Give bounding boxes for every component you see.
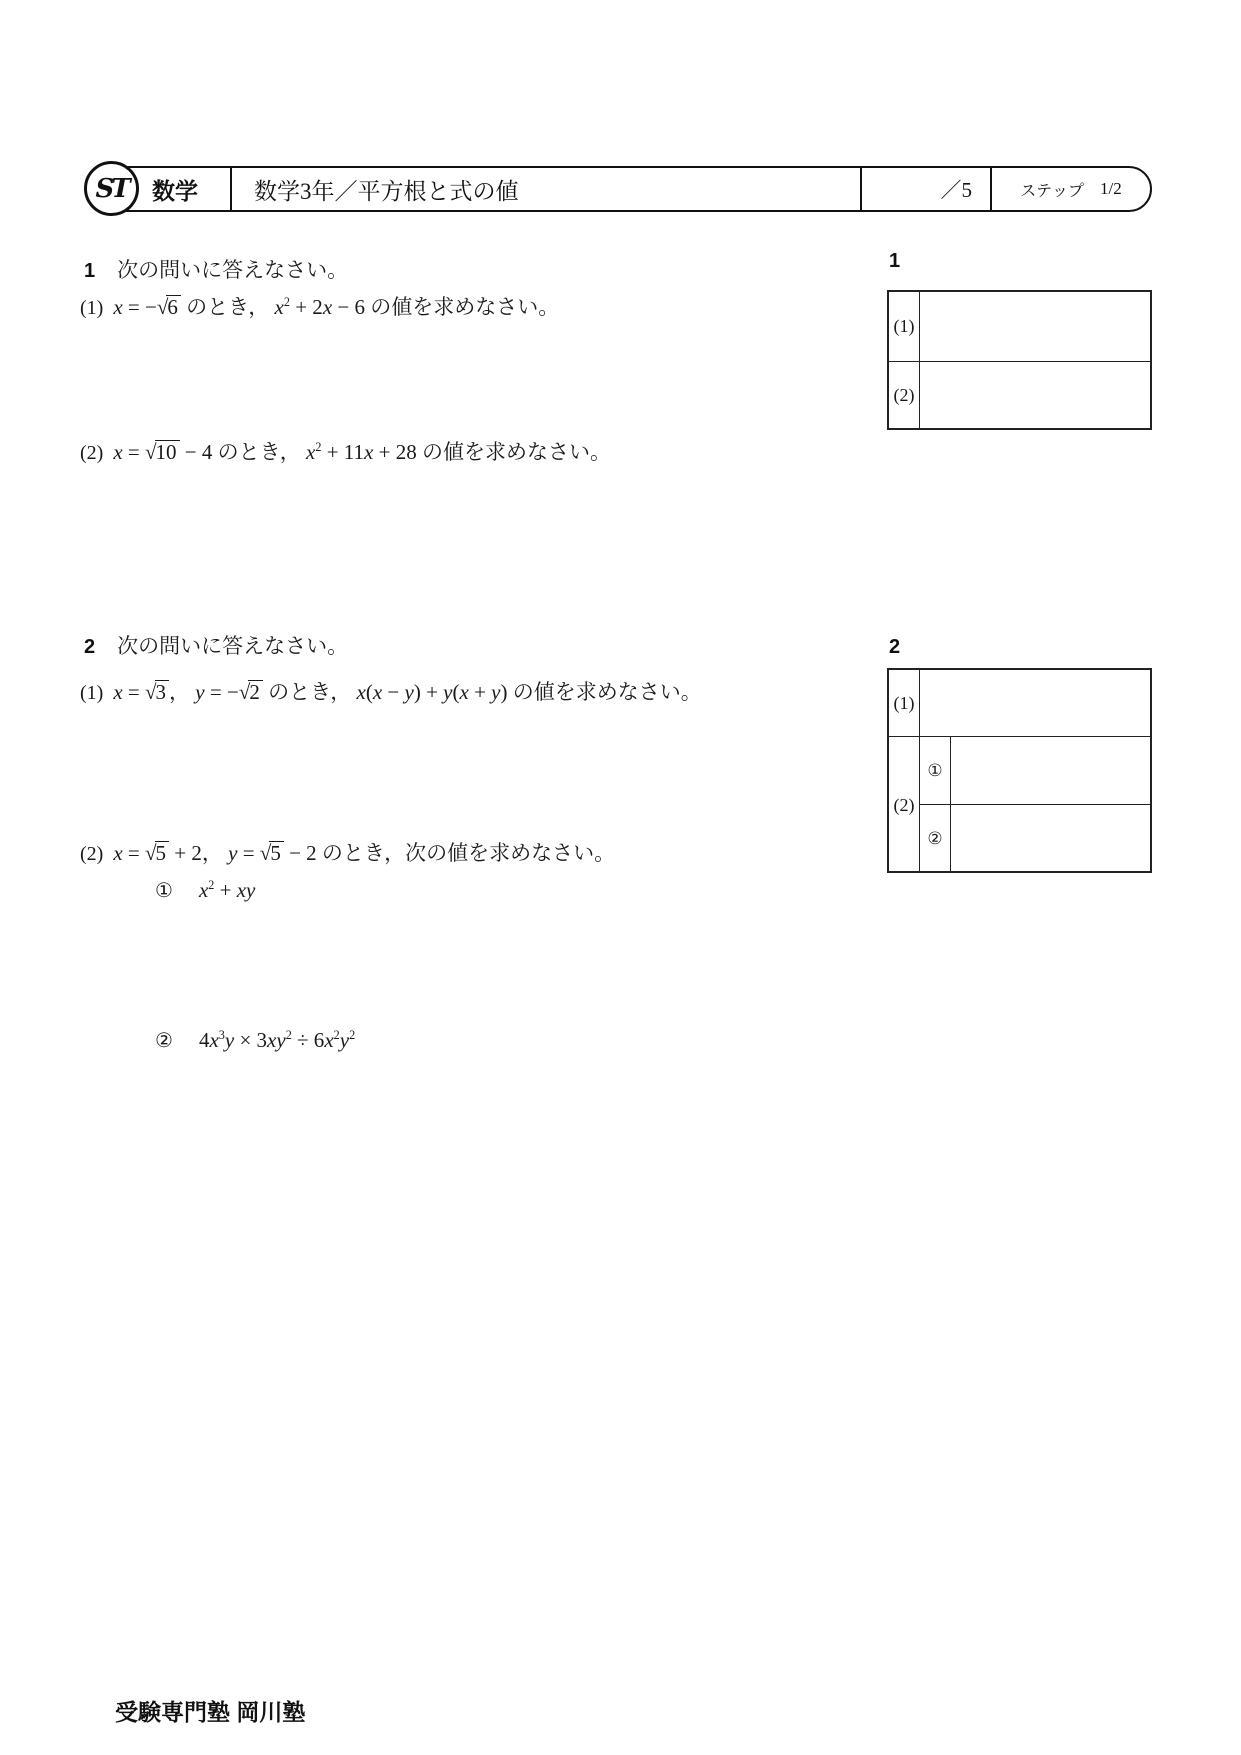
question-label: (1) [80,682,104,704]
question-text: x = √10 − 4 のとき， $x^2 + 11x + 28$ の値を求めなさい。 [113,440,611,464]
problem1-question1 [80,291,559,321]
answer-box1-row2-cell [920,362,1150,428]
answer-box2-sub2-label: ② [920,805,951,873]
problem2-subquestion1 [155,878,255,903]
answer-box2-sub1-cell [951,737,1150,805]
answer-box2 [887,668,1152,873]
answer-box2-row1-label: (1) [889,670,920,736]
step-label: ステップ [1020,182,1084,200]
question-text: x = √5 + 2， y = √5 − 2 のとき，次の値を求めなさい。 [113,841,616,865]
question-label: (1) [80,297,104,319]
problem2-number: 2 [84,636,96,658]
answer-box1-row2 [889,361,1150,428]
answer-box2-number: 2 [889,636,901,658]
problem2-subquestion2 [155,1028,355,1053]
answer-box1-row2-label: (2) [889,362,920,428]
header-title-cell [232,168,862,210]
problem2-heading [84,630,348,660]
question-label: (2) [80,442,104,464]
school-name: 受験専門塾 岡川塾 [115,1699,306,1725]
header-step-cell [992,168,1150,210]
subject-label: 数学 [152,177,198,204]
problem2-question1 [80,676,702,706]
subquestion-text: $x^2$ + xy [198,878,256,902]
header-band [88,166,1152,212]
answer-box1-row1 [889,292,1150,361]
circled-2-label: ② [155,1028,173,1052]
answer-box2-row2 [889,736,1150,873]
answer-box2-row1-cell [920,670,1150,736]
step-value: 1/2 [1099,179,1122,198]
problem2-question2 [80,837,615,867]
problem1-heading [84,254,348,284]
header-score-cell [862,168,992,210]
answer-box2-sub2-cell [951,805,1150,873]
worksheet-title: 数学3年／平方根と式の値 [254,178,519,204]
answer-box2-row2-label: (2) [889,737,920,873]
problem1-prompt: 次の問いに答えなさい。 [117,258,349,282]
score-field: ／5 [940,178,972,202]
question-text: x = √3 ， y = −√2 のとき， x(x − y) + y(x + y) の値を求めなさい。 [113,680,702,704]
question-text: x = −√6 のとき， $x^2 + 2x - 6$ の値を求めなさい。 [113,295,560,319]
header-subject-cell [90,168,232,210]
answer-box1-row1-label: (1) [889,292,920,361]
problem2-prompt: 次の問いに答えなさい。 [117,634,349,658]
answer-box1-number: 1 [889,250,901,272]
answer-box2-sub1-label: ① [920,737,951,805]
question-label: (2) [80,843,104,865]
answer-box2-row1 [889,670,1150,736]
answer-box1-row1-cell [920,292,1150,361]
problem1-number: 1 [84,260,96,282]
problem1-question2 [80,436,611,466]
subquestion-text: $4x^3y \times 3xy^2 \div 6x^2y^2$ [198,1028,356,1052]
st-logo-icon: ST [84,161,139,216]
circled-1-label: ① [155,878,173,902]
answer-box1 [887,290,1152,430]
